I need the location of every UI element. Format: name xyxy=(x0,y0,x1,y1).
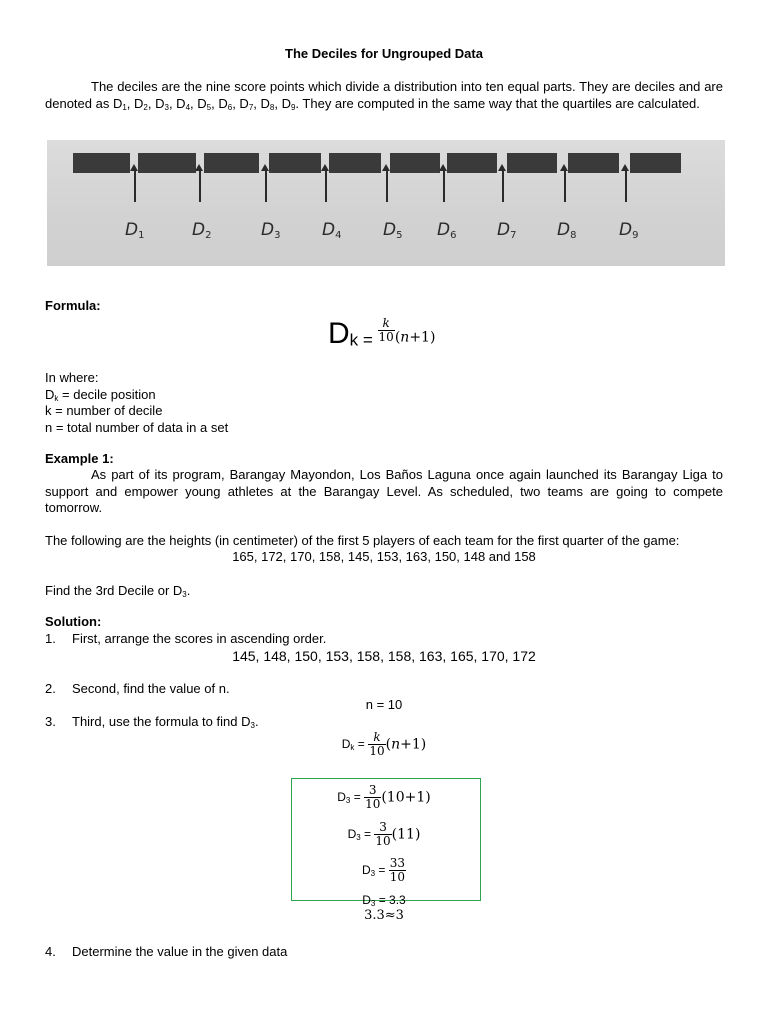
approximation: 3.3≈3 xyxy=(364,908,404,923)
eq-step-d: $D_3 = 3.3$ xyxy=(362,893,406,908)
example-paragraph: As part of its program, Barangay Mayondon, Los Baños Laguna once again launched its Barangay Liga to support and empower young athletes at the Barangay Level. As scheduled, two teams are going to compete tomorrow. xyxy=(45,467,723,515)
intro-line-2: and are denoted as $D_1$, $D_2$, $D_3$, $D_4$, $D_5$, $D_6$, $D_7$, $D_8$, $D_9$. They are computed in the same way that the quartiles are xyxy=(45,79,723,112)
decile-arrow xyxy=(564,168,566,202)
decile-label: D9 xyxy=(619,220,639,241)
formula-subscript-k: k xyxy=(349,330,359,350)
decile-segment xyxy=(390,153,440,173)
decile-label: D8 xyxy=(557,220,577,241)
n-value: n = 10 xyxy=(365,697,403,712)
decile-label: D7 xyxy=(497,220,517,241)
decile-arrow xyxy=(386,168,388,202)
sorted-data: 145, 148, 150, 153, 158, 158, 163, 165, 170, 172 xyxy=(232,648,536,664)
where-k: k = number of decile xyxy=(45,403,163,418)
intro-line-1: The deciles are the nine score points which divide a distribution into ten equal parts. They are deciles xyxy=(91,79,675,94)
solution-heading: Solution: xyxy=(45,614,102,629)
decile-arrow xyxy=(625,168,627,202)
step-2: 2. Second, find the value of n. xyxy=(45,681,230,696)
page-title: The Deciles for Ungrouped Data xyxy=(285,46,483,61)
heights-intro: The following are the heights (in centimeter) of the first 5 players of each team for the first quarter of the game: xyxy=(45,533,680,548)
example-heading: Example 1: xyxy=(45,451,114,466)
decile-label: D6 xyxy=(437,220,457,241)
decile-label: D1 xyxy=(125,220,145,241)
decile-arrow xyxy=(199,168,201,202)
decile-segment xyxy=(447,153,497,173)
decile-segment xyxy=(204,153,259,173)
find-d3: Find the 3rd Decile or $D_3$. xyxy=(45,583,191,599)
decile-segment xyxy=(568,153,619,173)
formula-heading: Formula: xyxy=(45,298,101,313)
formula-paren: (n+1) xyxy=(394,329,436,346)
eq-step-a: $D_3$ = $\frac{3}{10}$ (10+1) xyxy=(337,783,431,811)
decile-label: D4 xyxy=(322,220,342,241)
formula-restated: $D_k$ = $\frac{k}{10}$ (n+1) xyxy=(341,730,427,758)
decile-diagram-image xyxy=(47,140,725,266)
main-formula: Dk = $\frac{k}{10}$ (n+1) xyxy=(328,316,436,350)
decile-segment xyxy=(138,153,196,173)
decile-arrow xyxy=(134,168,136,202)
step-1: 1. First, arrange the scores in ascending order. xyxy=(45,631,327,646)
heights-data: 165, 172, 170, 158, 145, 153, 163, 150, 148 and 158 xyxy=(232,549,536,564)
decile-segment xyxy=(507,153,557,173)
where-heading: In where: xyxy=(45,370,99,385)
where-n: n = total number of data in a set xyxy=(45,419,229,435)
decile-segment xyxy=(269,153,321,173)
decile-segment xyxy=(73,153,130,173)
intro-paragraph xyxy=(45,79,723,112)
formula-d: D xyxy=(328,317,350,350)
decile-label: D5 xyxy=(383,220,403,241)
decile-arrow xyxy=(265,168,267,202)
eq-step-b: $D_3$ = $\frac{3}{10}$ (11) xyxy=(347,820,421,848)
decile-arrow xyxy=(502,168,504,202)
formula-fraction: $\frac{k}{10}$ xyxy=(378,316,394,345)
decile-label: D2 xyxy=(192,220,212,241)
decile-segment xyxy=(630,153,681,173)
decile-arrow xyxy=(325,168,327,202)
where-block xyxy=(45,370,723,436)
eq-step-c: $D_3$ = $\frac{33}{10}$ xyxy=(361,856,406,884)
decile-arrow xyxy=(443,168,445,202)
decile-label: D3 xyxy=(261,220,281,241)
intro-line-3: calculated. xyxy=(637,95,700,111)
decile-segment xyxy=(329,153,381,173)
step-4: 4. Determine the value in the given data xyxy=(45,944,288,959)
where-dk: $D_k$ = decile position xyxy=(45,386,156,403)
step-3: 3. Third, use the formula to find $D_3$. xyxy=(45,714,259,730)
